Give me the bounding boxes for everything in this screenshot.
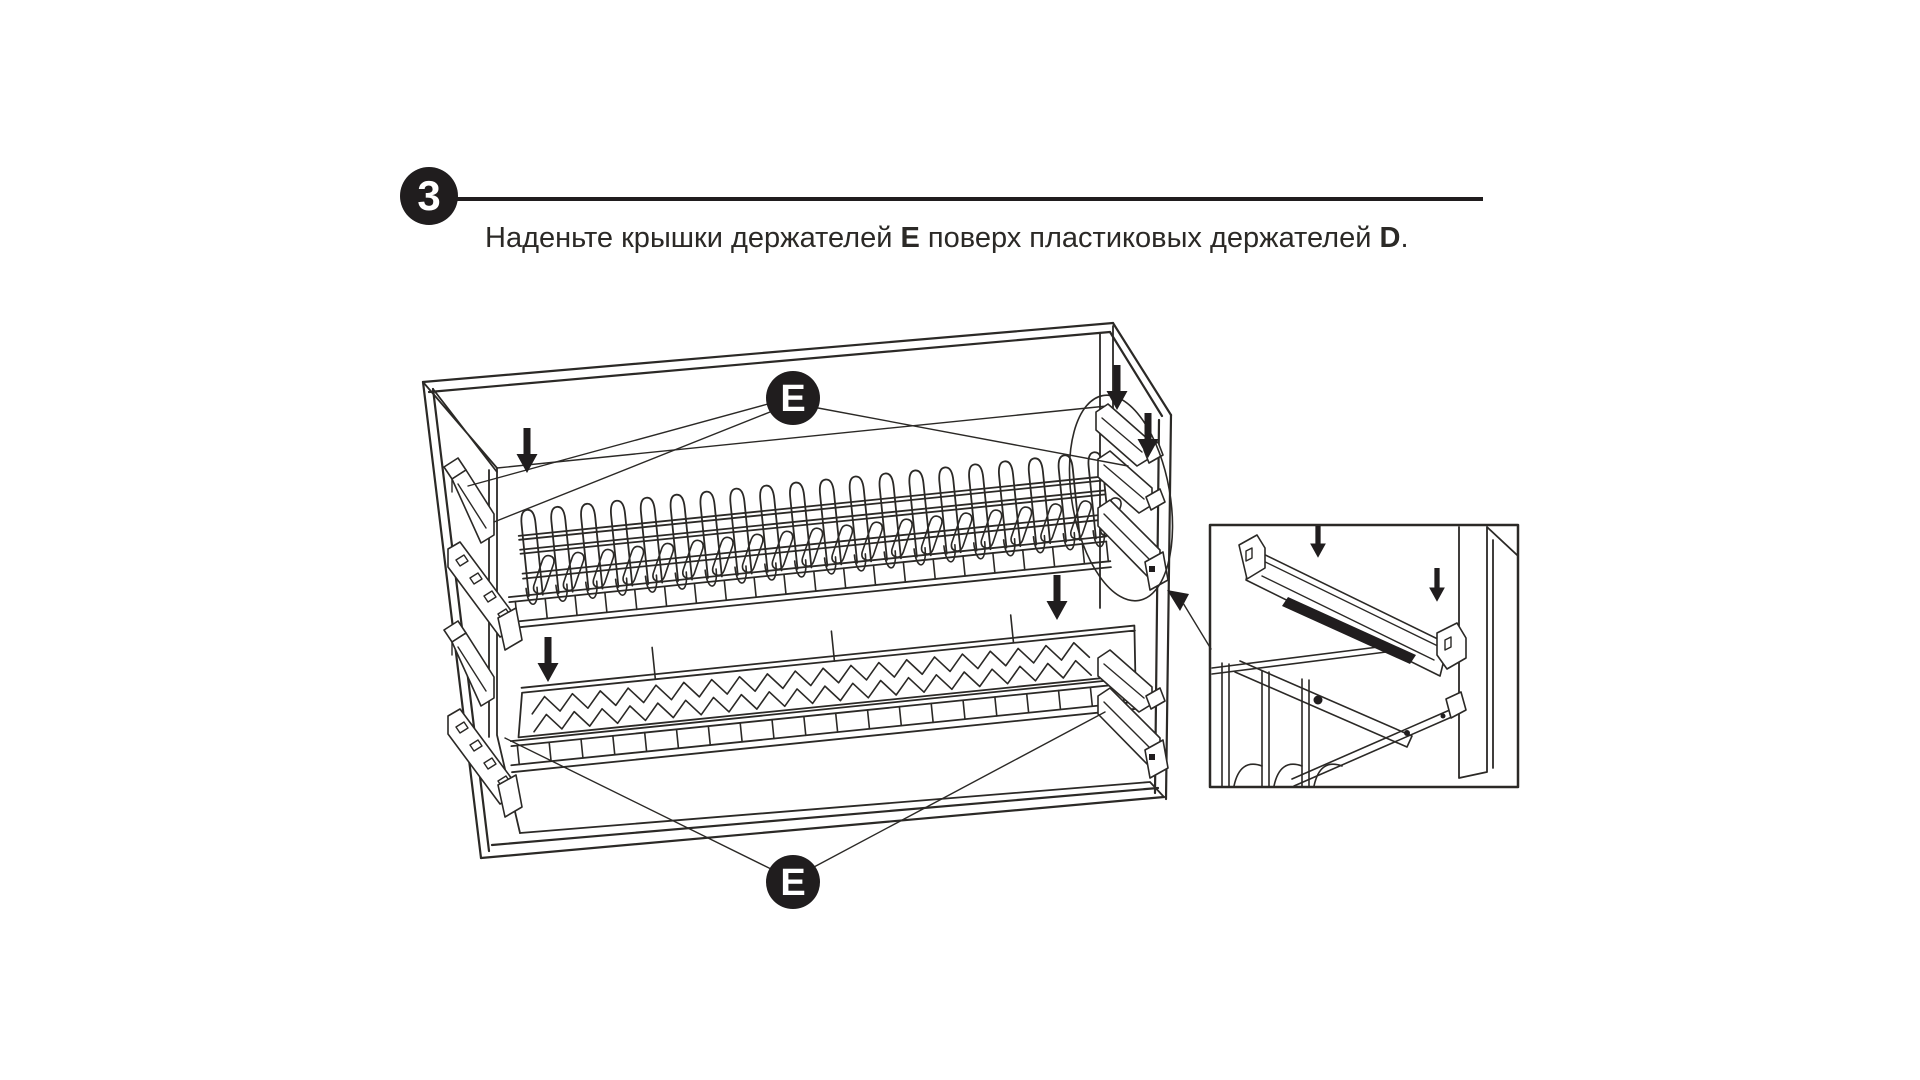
inset-cover-e-part bbox=[1239, 535, 1466, 676]
detail-callout-arrow bbox=[1167, 590, 1211, 649]
instruction-part-2: поверх пластиковых держателей bbox=[919, 222, 1380, 254]
upper-left-cover-e bbox=[444, 458, 494, 543]
instruction-part-1: Наденьте крышки держателей bbox=[485, 222, 901, 254]
instruction-part-3: . bbox=[1400, 222, 1409, 254]
callout-badge-bottom bbox=[766, 855, 820, 909]
callout-badge-top bbox=[766, 371, 820, 425]
part-ref-d: D bbox=[1379, 222, 1401, 254]
callout-label-bottom: E bbox=[780, 862, 806, 904]
upper-dish-rack bbox=[498, 450, 1127, 628]
callout-label-top: E bbox=[780, 378, 806, 420]
lower-left-holder-d bbox=[448, 709, 522, 817]
detail-inset-box bbox=[1210, 524, 1518, 787]
step-number-badge: 3 bbox=[400, 167, 458, 225]
lower-tray-rack bbox=[501, 599, 1143, 773]
part-ref-e: E bbox=[900, 222, 920, 254]
detail-inset-content bbox=[1212, 524, 1517, 786]
